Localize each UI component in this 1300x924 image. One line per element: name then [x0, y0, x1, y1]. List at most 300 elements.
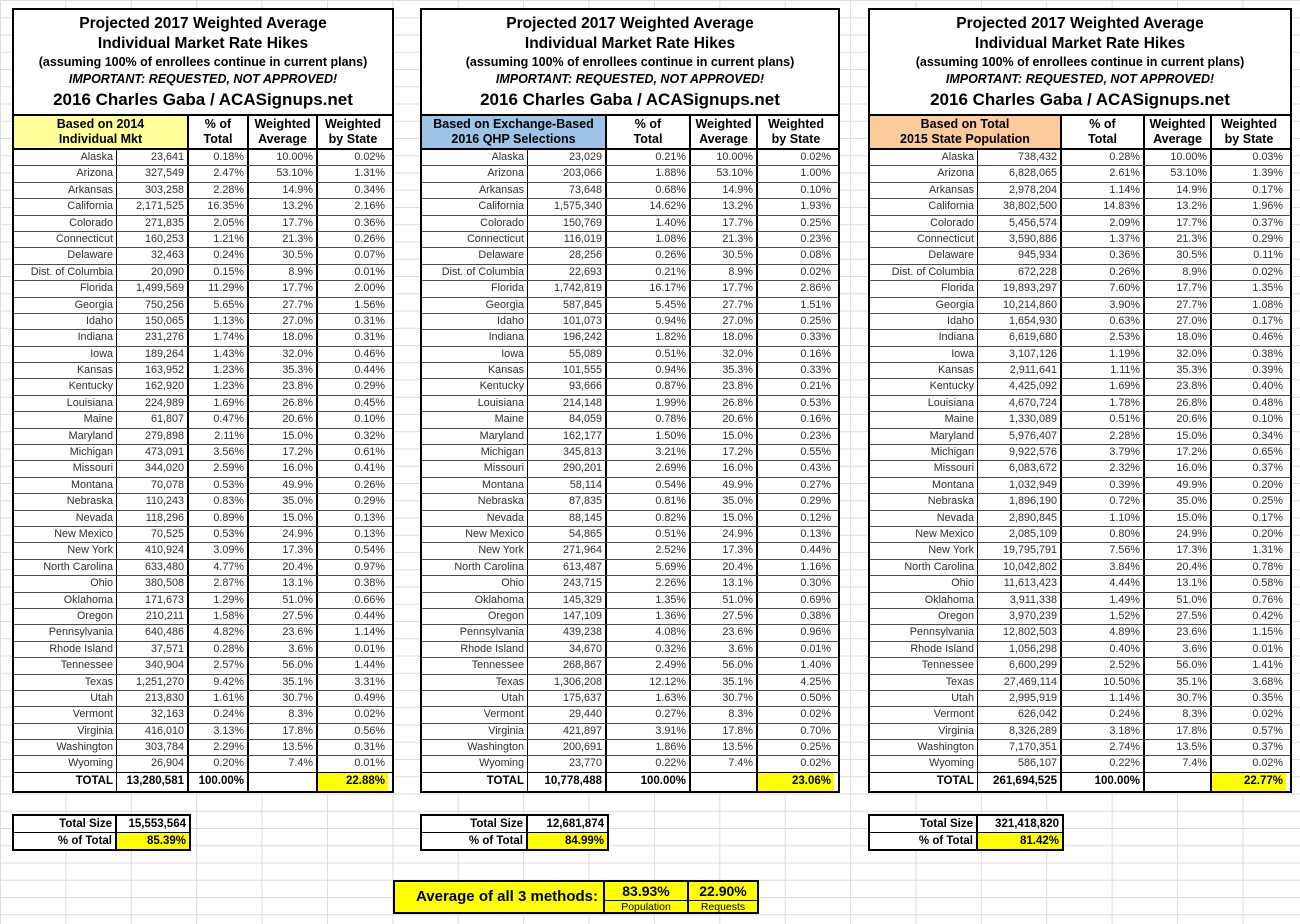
state-cell[interactable]: Ohio — [422, 576, 528, 591]
weighted-by-state-cell[interactable]: 0.07% — [354, 249, 385, 262]
weighted-by-state-cell[interactable]: 1.14% — [354, 626, 385, 639]
weighted-average-cell[interactable]: 7.4% — [1145, 756, 1212, 771]
state-cell[interactable]: Idaho — [870, 314, 978, 329]
market-size-cell[interactable]: 118,296 — [117, 511, 189, 526]
column-header-weighted-average[interactable]: Weighted Average — [1145, 116, 1212, 148]
market-size-cell[interactable]: 1,330,089 — [978, 412, 1062, 427]
weighted-by-state-cell[interactable]: 0.02% — [800, 757, 831, 770]
state-cell[interactable]: Arizona — [422, 166, 528, 181]
state-cell[interactable]: Nevada — [14, 511, 117, 526]
state-cell[interactable]: Missouri — [870, 461, 978, 476]
pct-of-total-cell[interactable]: 2.11% — [189, 429, 249, 444]
market-size-cell[interactable]: 34,670 — [528, 642, 607, 657]
market-size-cell[interactable]: 160,253 — [117, 232, 189, 247]
weighted-average-cell[interactable]: 15.0% — [249, 429, 318, 444]
market-size-cell[interactable]: 421,897 — [528, 724, 607, 739]
market-size-cell[interactable]: 23,641 — [117, 150, 189, 165]
market-size-cell[interactable]: 19,795,791 — [978, 543, 1062, 558]
state-cell[interactable]: Louisiana — [422, 396, 528, 411]
state-cell[interactable]: New Mexico — [14, 527, 117, 542]
state-cell[interactable]: Colorado — [14, 216, 117, 231]
weighted-by-state-cell[interactable]: 0.96% — [800, 626, 831, 639]
weighted-by-state-cell[interactable]: 1.40% — [800, 659, 831, 672]
weighted-by-state-cell[interactable]: 0.43% — [800, 462, 831, 475]
state-cell[interactable]: Kentucky — [14, 379, 117, 394]
market-size-cell[interactable]: 203,066 — [528, 166, 607, 181]
weighted-by-state-cell[interactable]: 4.25% — [800, 675, 831, 688]
weighted-by-state-cell[interactable]: 0.10% — [800, 183, 831, 196]
weighted-average-cell[interactable]: 35.1% — [249, 675, 318, 690]
market-size-cell[interactable]: 23,770 — [528, 756, 607, 771]
state-cell[interactable]: Washington — [14, 740, 117, 755]
market-size-cell[interactable]: 163,952 — [117, 363, 189, 378]
weighted-by-state-cell[interactable]: 0.34% — [354, 183, 385, 196]
state-cell[interactable]: Vermont — [870, 707, 978, 722]
weighted-by-state-cell[interactable]: 0.39% — [1252, 364, 1283, 377]
state-cell[interactable]: Dist. of Columbia — [14, 265, 117, 280]
weighted-by-state-cell[interactable]: 0.02% — [354, 151, 385, 163]
weighted-average-cell[interactable]: 27.0% — [691, 314, 758, 329]
state-cell[interactable]: Delaware — [14, 248, 117, 263]
weighted-average-cell[interactable]: 14.9% — [691, 183, 758, 198]
weighted-by-state-cell[interactable]: 0.02% — [1252, 708, 1283, 721]
pct-of-total-cell[interactable]: 0.63% — [1062, 314, 1145, 329]
state-cell[interactable]: Delaware — [422, 248, 528, 263]
weighted-by-state-cell[interactable]: 0.01% — [800, 642, 831, 655]
market-size-cell[interactable]: 345,813 — [528, 445, 607, 460]
weighted-by-state-cell[interactable]: 0.03% — [1252, 151, 1283, 163]
weighted-average-cell[interactable]: 27.7% — [249, 298, 318, 313]
weighted-average-cell[interactable]: 13.1% — [691, 576, 758, 591]
market-size-cell[interactable]: 32,163 — [117, 707, 189, 722]
weighted-by-state-cell[interactable]: 0.29% — [800, 495, 831, 508]
state-cell[interactable]: Maryland — [870, 429, 978, 444]
weighted-by-state-cell[interactable]: 0.55% — [800, 446, 831, 459]
market-size-cell[interactable]: 8,326,289 — [978, 724, 1062, 739]
total-size-cell[interactable]: 10,778,488 — [528, 773, 607, 791]
weighted-by-state-cell[interactable]: 0.48% — [1252, 396, 1283, 409]
weighted-average-cell[interactable]: 35.0% — [1145, 494, 1212, 509]
pct-of-total-cell[interactable]: 4.08% — [607, 625, 691, 640]
market-size-cell[interactable]: 87,835 — [528, 494, 607, 509]
pct-of-total-cell[interactable]: 3.56% — [189, 445, 249, 460]
weighted-average-cell[interactable]: 21.3% — [1145, 232, 1212, 247]
state-cell[interactable]: Pennsylvania — [14, 625, 117, 640]
weighted-by-state-cell[interactable]: 0.17% — [1252, 183, 1283, 196]
market-size-cell[interactable]: 439,238 — [528, 625, 607, 640]
weighted-by-state-cell[interactable]: 0.44% — [354, 609, 385, 622]
pct-of-total-cell[interactable]: 0.53% — [189, 527, 249, 542]
pct-of-total-cell[interactable]: 0.24% — [189, 248, 249, 263]
market-size-cell[interactable]: 945,934 — [978, 248, 1062, 263]
pct-of-total-cell[interactable]: 0.89% — [189, 511, 249, 526]
market-size-cell[interactable]: 473,091 — [117, 445, 189, 460]
weighted-average-cell[interactable]: 7.4% — [249, 756, 318, 771]
weighted-average-cell[interactable]: 14.9% — [1145, 183, 1212, 198]
pct-of-total-value[interactable]: 81.42% — [978, 833, 1062, 849]
weighted-by-state-cell[interactable]: 0.45% — [354, 396, 385, 409]
market-size-cell[interactable]: 11,613,423 — [978, 576, 1062, 591]
market-size-cell[interactable]: 1,499,569 — [117, 281, 189, 296]
market-size-cell[interactable]: 37,571 — [117, 642, 189, 657]
weighted-average-cell[interactable]: 32.0% — [249, 347, 318, 362]
state-cell[interactable]: Colorado — [422, 216, 528, 231]
weighted-average-cell[interactable]: 51.0% — [691, 593, 758, 608]
state-cell[interactable]: Indiana — [422, 330, 528, 345]
weighted-average-cell[interactable]: 56.0% — [691, 658, 758, 673]
market-size-cell[interactable]: 10,214,860 — [978, 298, 1062, 313]
weighted-average-cell[interactable]: 27.7% — [691, 298, 758, 313]
pct-of-total-cell[interactable]: 1.78% — [1062, 396, 1145, 411]
weighted-by-state-cell[interactable]: 0.31% — [354, 741, 385, 754]
state-cell[interactable]: Missouri — [422, 461, 528, 476]
market-size-cell[interactable]: 214,148 — [528, 396, 607, 411]
pct-of-total-cell[interactable]: 2.87% — [189, 576, 249, 591]
pct-of-total-cell[interactable]: 2.52% — [1062, 658, 1145, 673]
state-cell[interactable]: Georgia — [422, 298, 528, 313]
market-size-cell[interactable]: 290,201 — [528, 461, 607, 476]
weighted-average-cell[interactable]: 23.6% — [1145, 625, 1212, 640]
market-size-cell[interactable]: 6,619,680 — [978, 330, 1062, 345]
weighted-average-cell[interactable]: 17.8% — [1145, 724, 1212, 739]
weighted-average-cell[interactable]: 13.2% — [691, 199, 758, 214]
state-cell[interactable]: Nebraska — [870, 494, 978, 509]
weighted-average-cell[interactable]: 32.0% — [1145, 347, 1212, 362]
pct-of-total-cell[interactable]: 1.88% — [607, 166, 691, 181]
state-cell[interactable]: Rhode Island — [422, 642, 528, 657]
state-cell[interactable]: Georgia — [870, 298, 978, 313]
pct-of-total-cell[interactable]: 1.23% — [189, 379, 249, 394]
average-label[interactable]: Average of all 3 methods: — [393, 880, 605, 914]
state-cell[interactable]: Florida — [422, 281, 528, 296]
state-cell[interactable]: Tennessee — [14, 658, 117, 673]
pct-of-total-cell[interactable]: 2.52% — [607, 543, 691, 558]
market-size-cell[interactable]: 613,487 — [528, 560, 607, 575]
market-size-cell[interactable]: 268,867 — [528, 658, 607, 673]
state-cell[interactable]: Wyoming — [422, 756, 528, 771]
state-cell[interactable]: New York — [422, 543, 528, 558]
weighted-average-cell[interactable]: 8.3% — [249, 707, 318, 722]
state-cell[interactable]: Rhode Island — [870, 642, 978, 657]
state-cell[interactable]: California — [870, 199, 978, 214]
weighted-by-state-cell[interactable]: 0.26% — [354, 232, 385, 245]
state-cell[interactable]: California — [14, 199, 117, 214]
weighted-by-state-cell[interactable]: 0.33% — [800, 331, 831, 344]
column-header-pct-of-total[interactable]: % of Total — [1062, 116, 1145, 148]
weighted-average-cell[interactable]: 10.00% — [1145, 150, 1212, 165]
weighted-average-cell[interactable]: 23.8% — [691, 379, 758, 394]
weighted-by-state-cell[interactable]: 0.37% — [1252, 462, 1283, 475]
pct-of-total-cell[interactable]: 1.86% — [607, 740, 691, 755]
weighted-average-cell[interactable]: 23.8% — [249, 379, 318, 394]
market-size-cell[interactable]: 4,670,724 — [978, 396, 1062, 411]
market-size-cell[interactable]: 26,904 — [117, 756, 189, 771]
state-cell[interactable]: Nevada — [422, 511, 528, 526]
table-header-label[interactable] — [422, 116, 607, 148]
weighted-by-state-cell[interactable]: 1.08% — [1252, 298, 1283, 311]
weighted-by-state-cell[interactable]: 0.02% — [800, 151, 831, 163]
column-header-weighted-average[interactable]: Weighted Average — [691, 116, 758, 148]
pct-of-total-cell[interactable]: 0.32% — [607, 642, 691, 657]
state-cell[interactable]: Kentucky — [870, 379, 978, 394]
weighted-by-state-cell[interactable]: 0.29% — [1252, 232, 1283, 245]
market-size-cell[interactable]: 58,114 — [528, 478, 607, 493]
state-cell[interactable]: New Mexico — [422, 527, 528, 542]
weighted-average-cell[interactable]: 17.2% — [249, 445, 318, 460]
pct-of-total-cell[interactable]: 2.59% — [189, 461, 249, 476]
state-cell[interactable]: Florida — [870, 281, 978, 296]
weighted-average-cell[interactable]: 27.7% — [1145, 298, 1212, 313]
weighted-by-state-cell[interactable]: 0.46% — [354, 347, 385, 360]
pct-of-total-cell[interactable]: 1.10% — [1062, 511, 1145, 526]
weighted-by-state-cell[interactable]: 0.31% — [354, 314, 385, 327]
total-empty-cell[interactable] — [249, 773, 318, 791]
state-cell[interactable]: Nebraska — [14, 494, 117, 509]
pct-of-total-cell[interactable]: 3.13% — [189, 724, 249, 739]
state-cell[interactable]: Michigan — [422, 445, 528, 460]
total-size-value[interactable]: 321,418,820 — [995, 817, 1059, 830]
weighted-by-state-cell[interactable]: 0.65% — [1252, 446, 1283, 459]
state-cell[interactable]: Arkansas — [14, 183, 117, 198]
weighted-by-state-cell[interactable]: 3.68% — [1252, 675, 1283, 688]
market-size-cell[interactable]: 101,555 — [528, 363, 607, 378]
average-population-cell[interactable] — [603, 880, 689, 914]
weighted-by-state-cell[interactable]: 1.00% — [800, 167, 831, 180]
weighted-average-cell[interactable]: 27.5% — [691, 609, 758, 624]
pct-of-total-cell[interactable]: 4.44% — [1062, 576, 1145, 591]
market-size-cell[interactable]: 84,059 — [528, 412, 607, 427]
weighted-by-state-cell[interactable]: 0.01% — [1252, 642, 1283, 655]
weighted-average-cell[interactable]: 53.10% — [691, 166, 758, 181]
weighted-average-cell[interactable]: 35.0% — [691, 494, 758, 509]
market-size-cell[interactable]: 6,600,299 — [978, 658, 1062, 673]
weighted-average-cell[interactable]: 17.3% — [691, 543, 758, 558]
pct-of-total-cell[interactable]: 1.58% — [189, 609, 249, 624]
pct-of-total-cell[interactable]: 0.81% — [607, 494, 691, 509]
state-cell[interactable]: Utah — [870, 691, 978, 706]
weighted-by-state-cell[interactable]: 0.38% — [800, 609, 831, 622]
state-cell[interactable]: Maine — [14, 412, 117, 427]
pct-of-total-cell[interactable]: 1.69% — [1062, 379, 1145, 394]
weighted-by-state-cell[interactable]: 0.44% — [354, 364, 385, 377]
state-cell[interactable]: Alaska — [870, 150, 978, 165]
pct-of-total-cell[interactable]: 2.26% — [607, 576, 691, 591]
state-cell[interactable]: Ohio — [14, 576, 117, 591]
market-size-cell[interactable]: 2,171,525 — [117, 199, 189, 214]
pct-of-total-cell[interactable]: 14.83% — [1062, 199, 1145, 214]
weighted-average-cell[interactable]: 8.3% — [1145, 707, 1212, 722]
weighted-average-cell[interactable]: 30.7% — [691, 691, 758, 706]
pct-of-total-cell[interactable]: 0.20% — [189, 756, 249, 771]
state-cell[interactable]: Vermont — [14, 707, 117, 722]
pct-of-total-cell[interactable]: 3.18% — [1062, 724, 1145, 739]
total-weighted-cell[interactable]: 22.88% — [318, 773, 388, 791]
weighted-average-cell[interactable]: 17.7% — [1145, 216, 1212, 231]
weighted-average-cell[interactable]: 15.0% — [691, 511, 758, 526]
state-cell[interactable]: Connecticut — [14, 232, 117, 247]
weighted-by-state-cell[interactable]: 0.31% — [354, 331, 385, 344]
weighted-by-state-cell[interactable]: 0.25% — [800, 741, 831, 754]
weighted-average-cell[interactable]: 23.6% — [691, 625, 758, 640]
market-size-cell[interactable]: 213,830 — [117, 691, 189, 706]
market-size-cell[interactable]: 200,691 — [528, 740, 607, 755]
weighted-by-state-cell[interactable]: 0.08% — [800, 249, 831, 262]
market-size-cell[interactable]: 162,920 — [117, 379, 189, 394]
market-size-cell[interactable]: 23,029 — [528, 150, 607, 165]
pct-of-total-cell[interactable]: 3.21% — [607, 445, 691, 460]
weighted-average-cell[interactable]: 15.0% — [691, 429, 758, 444]
market-size-cell[interactable]: 55,089 — [528, 347, 607, 362]
state-cell[interactable]: Washington — [870, 740, 978, 755]
weighted-by-state-cell[interactable]: 0.02% — [1252, 265, 1283, 278]
pct-of-total-cell[interactable]: 2.28% — [1062, 429, 1145, 444]
weighted-average-cell[interactable]: 51.0% — [249, 593, 318, 608]
pct-of-total-cell[interactable]: 0.39% — [1062, 478, 1145, 493]
weighted-average-cell[interactable]: 30.7% — [249, 691, 318, 706]
market-size-cell[interactable]: 54,865 — [528, 527, 607, 542]
weighted-average-cell[interactable]: 27.0% — [1145, 314, 1212, 329]
state-cell[interactable]: Iowa — [14, 347, 117, 362]
market-size-cell[interactable]: 20,090 — [117, 265, 189, 280]
weighted-average-cell[interactable]: 35.3% — [249, 363, 318, 378]
pct-of-total-cell[interactable]: 2.09% — [1062, 216, 1145, 231]
total-pct-cell[interactable]: 100.00% — [189, 773, 249, 791]
pct-of-total-cell[interactable]: 3.84% — [1062, 560, 1145, 575]
weighted-by-state-cell[interactable]: 0.69% — [800, 593, 831, 606]
pct-of-total-label[interactable]: % of Total — [422, 833, 528, 849]
weighted-by-state-cell[interactable]: 0.38% — [1252, 347, 1283, 360]
state-cell[interactable]: Kansas — [422, 363, 528, 378]
weighted-average-cell[interactable]: 20.4% — [691, 560, 758, 575]
pct-of-total-cell[interactable]: 3.09% — [189, 543, 249, 558]
market-size-cell[interactable]: 101,073 — [528, 314, 607, 329]
weighted-average-cell[interactable]: 17.8% — [691, 724, 758, 739]
market-size-cell[interactable]: 416,010 — [117, 724, 189, 739]
state-cell[interactable]: New York — [870, 543, 978, 558]
state-cell[interactable]: Nevada — [870, 511, 978, 526]
market-size-cell[interactable]: 10,042,802 — [978, 560, 1062, 575]
pct-of-total-cell[interactable]: 0.36% — [1062, 248, 1145, 263]
state-cell[interactable]: New Mexico — [870, 527, 978, 542]
weighted-average-cell[interactable]: 32.0% — [691, 347, 758, 362]
pct-of-total-cell[interactable]: 0.15% — [189, 265, 249, 280]
state-cell[interactable]: Connecticut — [422, 232, 528, 247]
state-cell[interactable]: Tennessee — [870, 658, 978, 673]
weighted-by-state-cell[interactable]: 0.27% — [800, 478, 831, 491]
weighted-average-cell[interactable]: 20.4% — [1145, 560, 1212, 575]
weighted-by-state-cell[interactable]: 0.13% — [800, 527, 831, 540]
state-cell[interactable]: Oklahoma — [422, 593, 528, 608]
weighted-average-cell[interactable]: 18.0% — [691, 330, 758, 345]
weighted-by-state-cell[interactable]: 0.54% — [354, 544, 385, 557]
weighted-average-cell[interactable]: 26.8% — [249, 396, 318, 411]
state-cell[interactable]: Arizona — [14, 166, 117, 181]
weighted-average-cell[interactable]: 53.10% — [249, 166, 318, 181]
state-cell[interactable]: Missouri — [14, 461, 117, 476]
state-cell[interactable]: Indiana — [870, 330, 978, 345]
market-size-cell[interactable]: 279,898 — [117, 429, 189, 444]
weighted-by-state-cell[interactable]: 0.01% — [354, 642, 385, 655]
weighted-by-state-cell[interactable]: 0.25% — [1252, 495, 1283, 508]
pct-of-total-cell[interactable]: 0.28% — [1062, 150, 1145, 165]
total-label-cell[interactable]: TOTAL — [870, 773, 978, 791]
pct-of-total-cell[interactable]: 0.22% — [1062, 756, 1145, 771]
market-size-cell[interactable]: 196,242 — [528, 330, 607, 345]
weighted-average-cell[interactable]: 23.8% — [1145, 379, 1212, 394]
weighted-average-cell[interactable]: 7.4% — [691, 756, 758, 771]
pct-of-total-cell[interactable]: 1.43% — [189, 347, 249, 362]
pct-of-total-value[interactable]: 84.99% — [528, 833, 607, 849]
table-header-label[interactable] — [870, 116, 1062, 148]
weighted-by-state-cell[interactable]: 1.56% — [354, 298, 385, 311]
market-size-cell[interactable]: 1,575,340 — [528, 199, 607, 214]
weighted-average-cell[interactable]: 16.0% — [249, 461, 318, 476]
market-size-cell[interactable]: 2,890,845 — [978, 511, 1062, 526]
market-size-cell[interactable]: 29,440 — [528, 707, 607, 722]
weighted-average-cell[interactable]: 23.6% — [249, 625, 318, 640]
pct-of-total-cell[interactable]: 1.99% — [607, 396, 691, 411]
pct-of-total-cell[interactable]: 0.83% — [189, 494, 249, 509]
total-size-cell[interactable]: 13,280,581 — [117, 773, 189, 791]
market-size-cell[interactable]: 162,177 — [528, 429, 607, 444]
weighted-by-state-cell[interactable]: 0.32% — [354, 429, 385, 442]
market-size-cell[interactable]: 110,243 — [117, 494, 189, 509]
weighted-average-cell[interactable]: 15.0% — [249, 511, 318, 526]
weighted-average-cell[interactable]: 35.3% — [691, 363, 758, 378]
market-size-cell[interactable]: 303,258 — [117, 183, 189, 198]
weighted-average-cell[interactable]: 35.0% — [249, 494, 318, 509]
pct-of-total-cell[interactable]: 1.49% — [1062, 593, 1145, 608]
pct-of-total-cell[interactable]: 0.47% — [189, 412, 249, 427]
total-size-cell[interactable]: 261,694,525 — [978, 773, 1062, 791]
state-cell[interactable]: Iowa — [870, 347, 978, 362]
market-size-cell[interactable]: 2,978,204 — [978, 183, 1062, 198]
pct-of-total-label[interactable]: % of Total — [870, 833, 978, 849]
market-size-cell[interactable]: 587,845 — [528, 298, 607, 313]
weighted-by-state-cell[interactable]: 0.16% — [800, 347, 831, 360]
state-cell[interactable]: Pennsylvania — [870, 625, 978, 640]
market-size-cell[interactable]: 88,145 — [528, 511, 607, 526]
market-size-cell[interactable]: 6,828,065 — [978, 166, 1062, 181]
total-weighted-cell[interactable]: 22.77% — [1212, 773, 1286, 791]
weighted-by-state-cell[interactable]: 1.15% — [1252, 626, 1283, 639]
state-cell[interactable]: Pennsylvania — [422, 625, 528, 640]
pct-of-total-cell[interactable]: 7.60% — [1062, 281, 1145, 296]
pct-of-total-cell[interactable]: 1.82% — [607, 330, 691, 345]
state-cell[interactable]: Kentucky — [422, 379, 528, 394]
weighted-average-cell[interactable]: 24.9% — [249, 527, 318, 542]
market-size-cell[interactable]: 70,078 — [117, 478, 189, 493]
weighted-by-state-cell[interactable]: 2.00% — [354, 282, 385, 295]
pct-of-total-cell[interactable]: 0.68% — [607, 183, 691, 198]
pct-of-total-cell[interactable]: 1.14% — [1062, 183, 1145, 198]
market-size-cell[interactable]: 1,896,190 — [978, 494, 1062, 509]
state-cell[interactable]: Washington — [422, 740, 528, 755]
state-cell[interactable]: Louisiana — [14, 396, 117, 411]
state-cell[interactable]: Georgia — [14, 298, 117, 313]
pct-of-total-cell[interactable]: 5.69% — [607, 560, 691, 575]
market-size-cell[interactable]: 189,264 — [117, 347, 189, 362]
pct-of-total-cell[interactable]: 9.42% — [189, 675, 249, 690]
weighted-average-cell[interactable]: 53.10% — [1145, 166, 1212, 181]
market-size-cell[interactable]: 2,911,641 — [978, 363, 1062, 378]
weighted-average-cell[interactable]: 17.3% — [1145, 543, 1212, 558]
state-cell[interactable]: Virginia — [422, 724, 528, 739]
pct-of-total-cell[interactable]: 0.53% — [189, 478, 249, 493]
state-cell[interactable]: Louisiana — [870, 396, 978, 411]
market-size-cell[interactable]: 175,637 — [528, 691, 607, 706]
pct-of-total-cell[interactable]: 1.36% — [607, 609, 691, 624]
